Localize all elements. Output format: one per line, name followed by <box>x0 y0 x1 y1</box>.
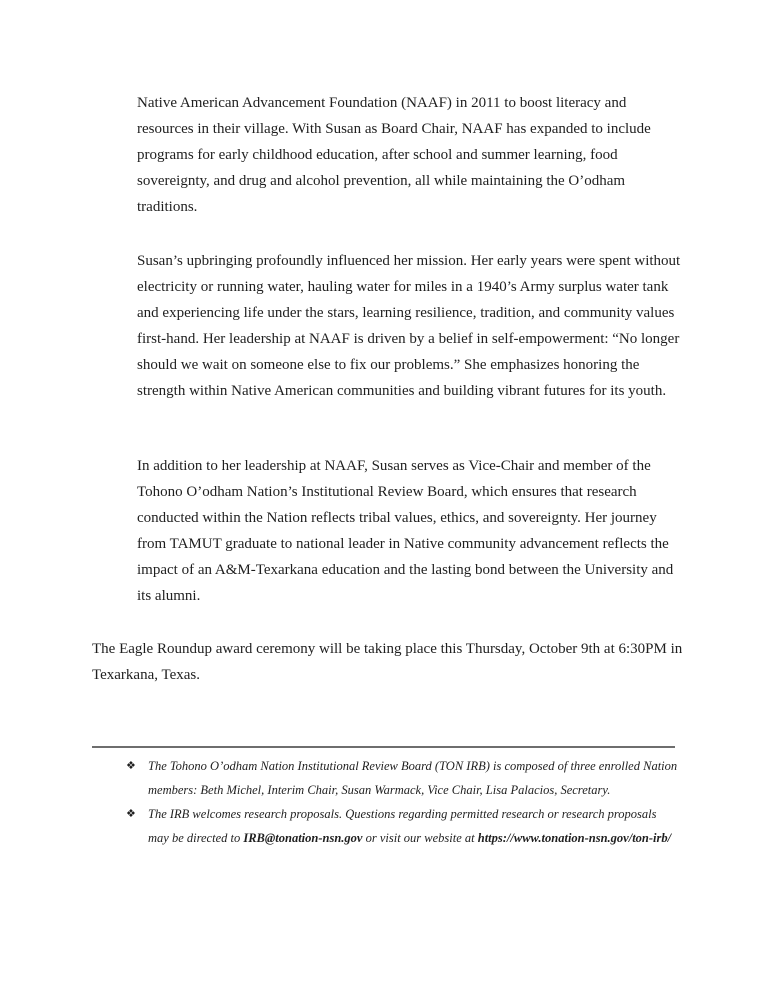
award-ceremony-announcement: The Eagle Roundup award ceremony will be taking place this Thursday, October 9th at 6:30PM in Texarkana, Texas. <box>92 641 683 683</box>
footnote-text <box>148 802 678 850</box>
diamond-bullet-icon: ❖ <box>126 760 136 772</box>
paragraph-naaf-founding: Native American Advancement Foundation (NAAF) in 2011 to boost literacy and resources in their village. With Susan as Board Chair, NAAF has expanded to include programs for early childhood education, after school and summer learning, food sovereignty, and drug and alcohol prevention, all while maintaining the O’odham traditions. <box>137 95 651 215</box>
footnote-contact-intro: The IRB welcomes research proposals. Questions regarding permitted research or research proposals may be directed to <box>148 807 657 845</box>
website-url-link[interactable]: https://www.tonation-nsn.gov/ton-irb/ <box>477 831 672 845</box>
footnote-members-text: The Tohono O’odham Nation Institutional Review Board (TON IRB) is composed of three enrolled Nation members: Beth Michel, Interim Chair, Susan Warmack, Vice Chair, Lisa Palacios, Secretary. <box>148 759 678 797</box>
email-link[interactable]: IRB@tonation-nsn.gov <box>243 831 363 845</box>
paragraph-susan-upbringing: Susan’s upbringing profoundly influenced her mission. Her early years were spent without electricity or running water, hauling water for miles in a 1940’s Army surplus water tank and experiencing life under the stars, learning resilience, tradition, and community values first-hand. Her leadership at NAAF is driven by a belief in self-empowerment: “No longer should we wait on someone else to fix our problems.” She emphasizes honoring the strength within Native American communities and building vibrant futures for its youth. <box>137 253 681 399</box>
footnotes-section <box>126 754 678 850</box>
footnote-irb-members <box>126 754 678 802</box>
footnote-divider <box>92 746 675 748</box>
diamond-bullet-icon: ❖ <box>126 808 136 820</box>
paragraph-irb-leadership: In addition to her leadership at NAAF, Susan serves as Vice-Chair and member of the Tohono O’odham Nation’s Institutional Review Board, which ensures that research conducted within the Nation reflects tribal values, ethics, and sovereignty. Her journey from TAMUT graduate to national leader in Native community advancement reflects the impact of an A&M-Texarkana education and the lasting bond between the University and its alumni. <box>137 458 674 604</box>
footnote-irb-contact <box>126 802 678 850</box>
footnote-contact-middle: or visit our website at <box>362 831 478 845</box>
footnote-text <box>148 754 678 802</box>
